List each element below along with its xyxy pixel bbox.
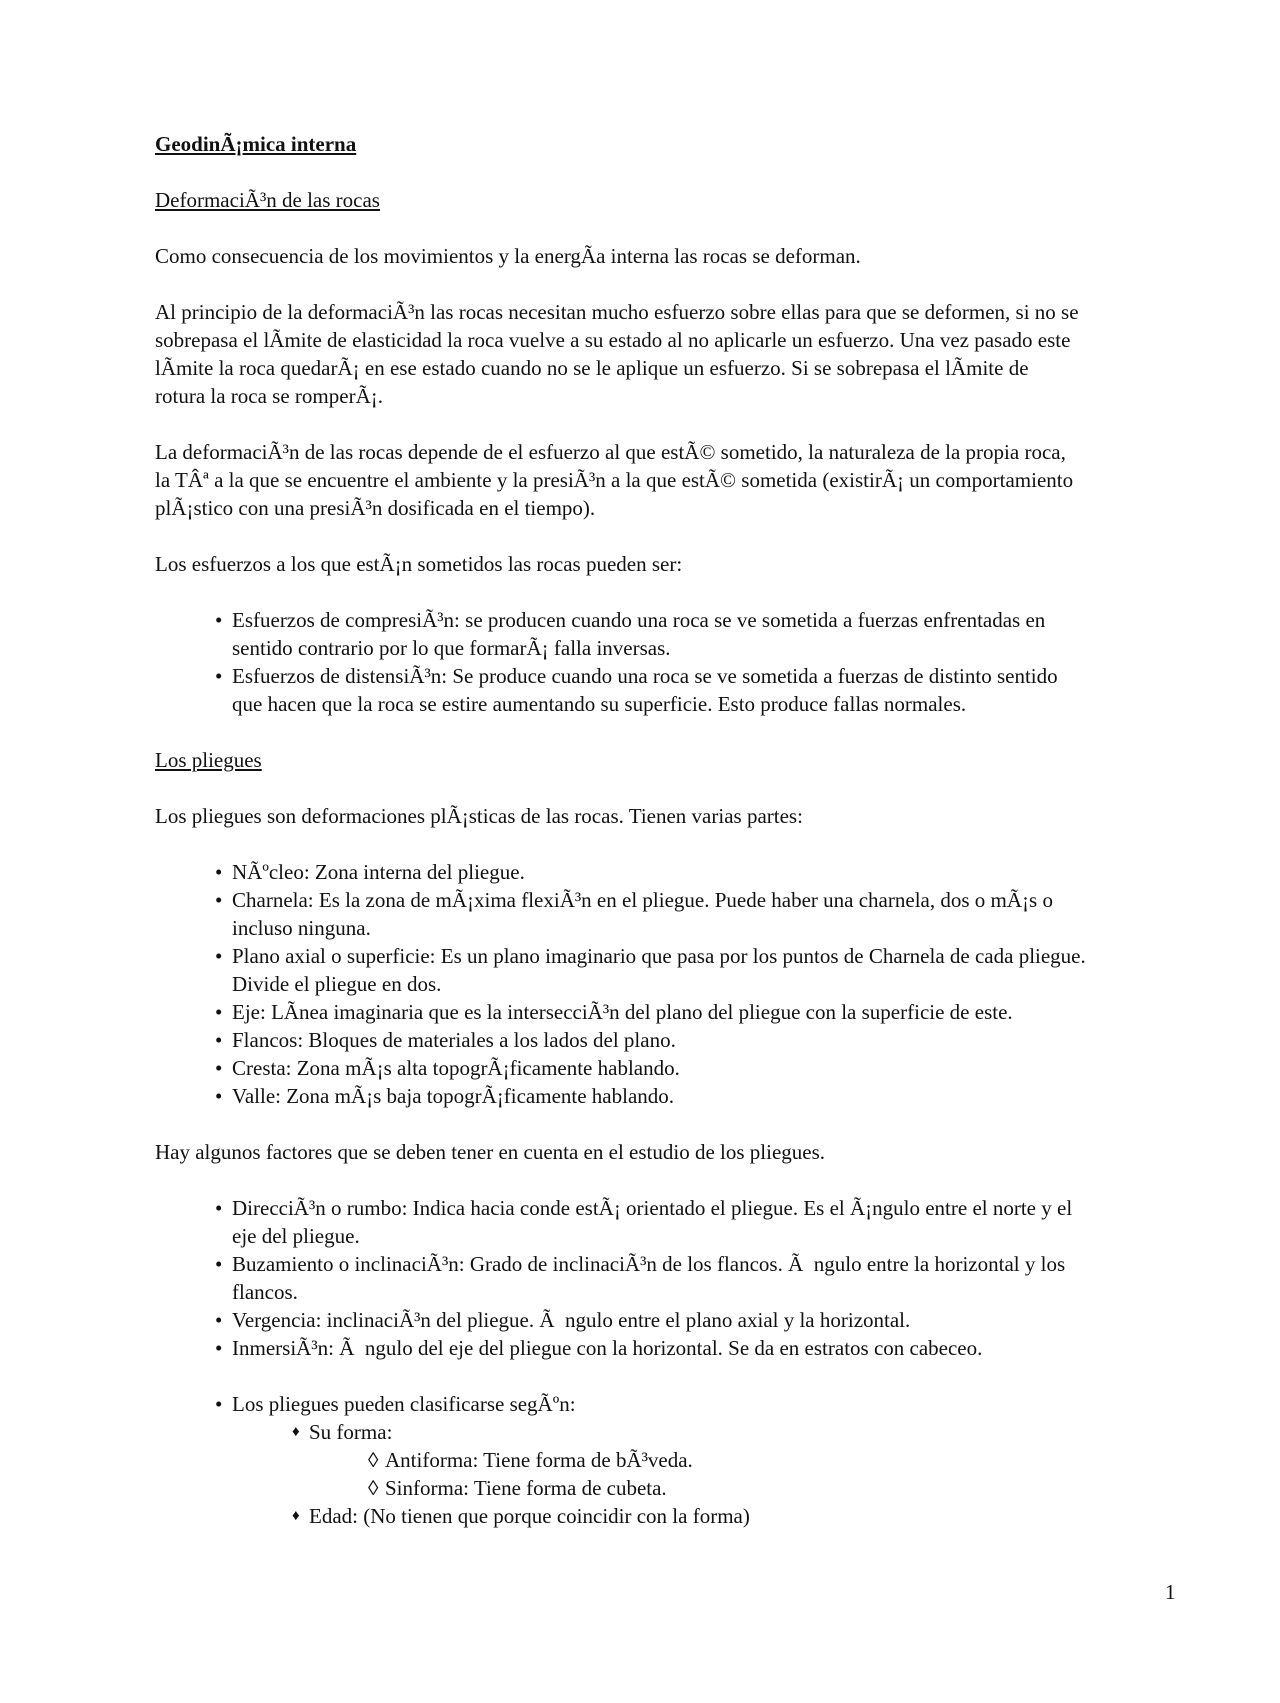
classification-list xyxy=(155,1390,1195,1530)
list-item xyxy=(215,606,1195,662)
bullet-icon: • xyxy=(215,944,223,968)
list-item xyxy=(215,1250,1195,1306)
list-item xyxy=(215,1194,1195,1250)
text-line: la TÂª a la que se encuentre el ambiente y la presiÃ³n a la que estÃ© sometida (existirÃ¡ un comportamiento xyxy=(155,468,1074,492)
lozenge-bullet-icon: ◊ xyxy=(368,1476,379,1500)
diamond-bullet-icon: ♦ xyxy=(292,1424,300,1440)
paragraph-folds-intro: Los pliegues son deformaciones plÃ¡sticas de las rocas. Tienen varias partes: xyxy=(155,804,803,828)
text-line: eje del pliegue. xyxy=(232,1224,360,1248)
list-item xyxy=(215,1306,1195,1334)
paragraph-intro: Como consecuencia de los movimientos y la energÃa interna las rocas se deforman. xyxy=(155,244,861,268)
text-line: Charnela: Es la zona de mÃ¡xima flexiÃ³n en el pliegue. Puede haber una charnela, dos o mÃ¡s o xyxy=(232,888,1053,912)
text-line: plÃ¡stico con una presiÃ³n dosificada en el tiempo). xyxy=(155,496,596,520)
text-line: Esfuerzos de distensiÃ³n: Se produce cuando una roca se ve sometida a fuerzas de distinto sentido xyxy=(232,664,1058,688)
list-item xyxy=(215,662,1195,718)
text-line: Buzamiento o inclinaciÃ³n: Grado de inclinaciÃ³n de los flancos. Ã ngulo entre la horizontal y los xyxy=(232,1252,1066,1276)
text-line: Vergencia: inclinaciÃ³n del pliegue. Ã ngulo entre el plano axial y la horizontal. xyxy=(232,1308,911,1332)
text-line: incluso ninguna. xyxy=(232,916,371,940)
text-line: DirecciÃ³n o rumbo: Indica hacia conde estÃ¡ orientado el pliegue. Es el Ã¡ngulo entre el norte y el xyxy=(232,1196,1073,1220)
text-line: sentido contrario por lo que formarÃ¡ falla inversas. xyxy=(232,636,671,660)
bullet-icon: • xyxy=(215,1028,223,1052)
list-item xyxy=(292,1418,1195,1502)
bullet-icon: • xyxy=(215,1084,223,1108)
bullet-icon: • xyxy=(215,1392,223,1416)
section-heading-pliegues: Los pliegues xyxy=(155,748,262,772)
fold-factors-list xyxy=(155,1194,1195,1362)
text-line: Los pliegues pueden clasificarse segÃºn: xyxy=(232,1392,576,1416)
list-item xyxy=(215,1390,1195,1530)
text-line: Eje: LÃnea imaginaria que es la intersecciÃ³n del plano del pliegue con la superficie de este. xyxy=(232,1000,1013,1024)
bullet-icon: • xyxy=(215,888,223,912)
paragraph-stress-types-intro: Los esfuerzos a los que estÃ¡n sometidos las rocas pueden ser: xyxy=(155,552,683,576)
text-line: Antiforma: Tiene forma de bÃ³veda. xyxy=(385,1448,693,1472)
list-item xyxy=(215,998,1195,1026)
text-line: que hacen que la roca se estire aumentando su superficie. Esto produce fallas normales. xyxy=(232,692,967,716)
bullet-icon: • xyxy=(215,1196,223,1220)
bullet-icon: • xyxy=(215,860,223,884)
document-body xyxy=(155,130,1195,1530)
list-item xyxy=(215,1334,1195,1362)
list-item xyxy=(368,1446,1195,1474)
lozenge-bullet-icon: ◊ xyxy=(368,1448,379,1472)
text-line: Flancos: Bloques de materiales a los lados del plano. xyxy=(232,1028,676,1052)
text-line: flancos. xyxy=(232,1280,298,1304)
fold-parts-list xyxy=(155,858,1195,1110)
text-line: Cresta: Zona mÃ¡s alta topogrÃ¡ficamente hablando. xyxy=(232,1056,680,1080)
paragraph-deformation-limits xyxy=(155,298,1195,410)
document-title: GeodinÃ¡mica interna xyxy=(155,132,357,156)
text-line: Valle: Zona mÃ¡s baja topogrÃ¡ficamente hablando. xyxy=(232,1084,675,1108)
list-item xyxy=(215,1082,1195,1110)
bullet-icon: • xyxy=(215,664,223,688)
list-item xyxy=(215,942,1195,998)
bullet-icon: • xyxy=(215,1336,223,1360)
text-line: lÃmite la roca quedarÃ¡ en ese estado cuando no se le aplique un esfuerzo. Si se sobrepasa el lÃmite de xyxy=(155,356,1029,380)
text-line: La deformaciÃ³n de las rocas depende de el esfuerzo al que estÃ© sometido, la naturaleza de la propia roca, xyxy=(155,440,1066,464)
bullet-icon: • xyxy=(215,1056,223,1080)
page-number: 1 xyxy=(1165,1580,1176,1604)
list-item xyxy=(368,1474,1195,1502)
list-item xyxy=(215,886,1195,942)
shape-sublist xyxy=(292,1446,1195,1502)
list-item xyxy=(215,1054,1195,1082)
text-line: sobrepasa el lÃmite de elasticidad la roca vuelve a su estado al no aplicarle un esfuerzo. Una vez pasado este xyxy=(155,328,1071,352)
stress-types-list xyxy=(155,606,1195,718)
classification-sublist xyxy=(215,1418,1195,1530)
list-item xyxy=(215,858,1195,886)
text-line: Sinforma: Tiene forma de cubeta. xyxy=(385,1476,667,1500)
paragraph-deformation-factors xyxy=(155,438,1195,522)
bullet-icon: • xyxy=(215,608,223,632)
bullet-icon: • xyxy=(215,1308,223,1332)
section-heading-deformacion: DeformaciÃ³n de las rocas xyxy=(155,188,380,212)
text-line: rotura la roca se romperÃ¡. xyxy=(155,384,383,408)
text-line: InmersiÃ³n: Ã ngulo del eje del pliegue con la horizontal. Se da en estratos con cabeceo. xyxy=(232,1336,983,1360)
list-item xyxy=(215,1026,1195,1054)
text-line: Al principio de la deformaciÃ³n las rocas necesitan mucho esfuerzo sobre ellas para que se deformen, si no se xyxy=(155,300,1079,324)
text-line: Edad: (No tienen que porque coincidir con la forma) xyxy=(309,1504,750,1528)
text-line: Plano axial o superficie: Es un plano imaginario que pasa por los puntos de Charnela de cada pliegue. xyxy=(232,944,1086,968)
text-line: NÃºcleo: Zona interna del pliegue. xyxy=(232,860,525,884)
paragraph-factors-intro: Hay algunos factores que se deben tener en cuenta en el estudio de los pliegues. xyxy=(155,1140,826,1164)
text-line: Esfuerzos de compresiÃ³n: se producen cuando una roca se ve sometida a fuerzas enfrentadas en xyxy=(232,608,1046,632)
list-item xyxy=(292,1502,1195,1530)
bullet-icon: • xyxy=(215,1000,223,1024)
bullet-icon: • xyxy=(215,1252,223,1276)
text-line: Su forma: xyxy=(309,1420,393,1444)
diamond-bullet-icon: ♦ xyxy=(292,1508,300,1524)
text-line: Divide el pliegue en dos. xyxy=(232,972,442,996)
